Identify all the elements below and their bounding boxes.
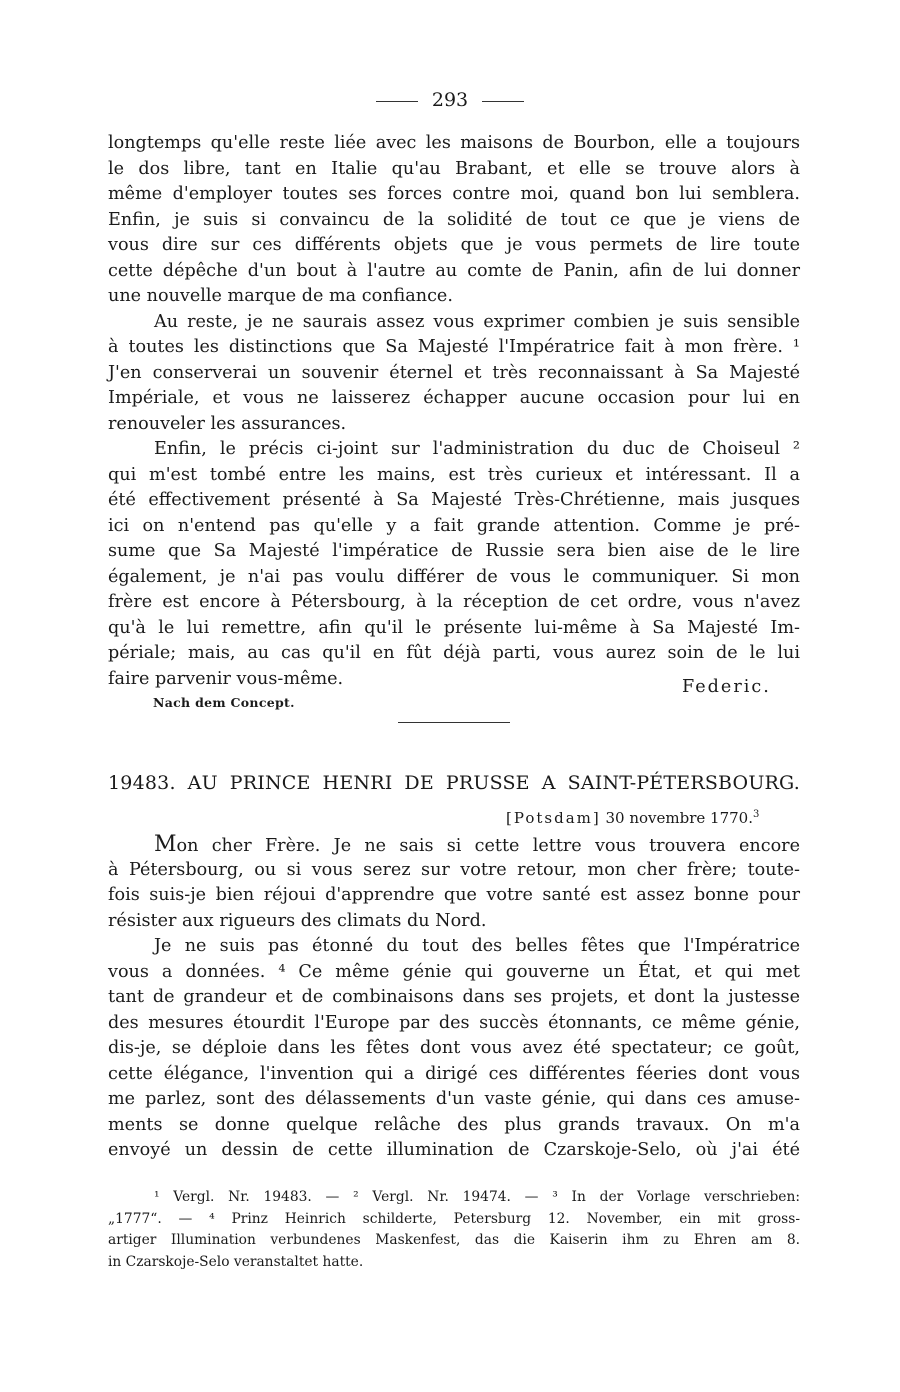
text-line: frère est encore à Pétersbourg, à la réception de cet ordre, vous n'avez (108, 592, 800, 612)
letter-place: [Potsdam] (506, 809, 601, 827)
opening-line-text: on cher Frère. Je ne sais si cette lettre vous trouvera encore (176, 836, 800, 856)
text-line: qu'à le lui remettre, afin qu'il le présente lui-même à Sa Majesté Im- (108, 617, 800, 638)
date-footnote-ref: 3 (752, 809, 760, 820)
page-number-row (0, 88, 900, 112)
letter-dateline (506, 804, 759, 829)
text-line: vous dire sur ces différents objets que je vous permets de lire toute (108, 235, 800, 255)
letter-date: 30 novembre 1770. (605, 809, 753, 827)
text-line: Impériale, et vous ne laisserez échapper aucune occasion pour lui en (108, 388, 800, 408)
footnote-line: artiger Illumination verbundenes Maskenfest, das die Kaiserin ihm zu Ehren am 8. (108, 1232, 800, 1248)
letter-heading: 19483. AU PRINCE HENRI DE PRUSSE A SAINT-PÉTERSBOURG. (108, 772, 800, 794)
text-line: qui m'est tombé entre les mains, est très curieux et intéressant. Il a (108, 464, 800, 485)
text-line: renouveler les assurances. (108, 413, 347, 434)
source-note: Nach dem Concept. (153, 695, 295, 710)
text-line: envoyé un dessin de cette illumination de Czarskoje-Selo, où j'ai été (108, 1140, 800, 1160)
text-line: même d'employer toutes ses forces contre moi, quand bon lui semblera. (108, 184, 800, 204)
text-line: cette élégance, l'invention qui a dirigé ces différentes féeries dont vous (108, 1063, 800, 1084)
section-divider (398, 722, 510, 723)
text-line: longtemps qu'elle reste liée avec les maisons de Bourbon, elle a toujours (108, 133, 800, 153)
text-line: Au reste, je ne saurais assez vous exprimer combien je suis sensible (154, 311, 800, 332)
letter-body (108, 832, 800, 1164)
page-number: 293 (431, 89, 469, 111)
text-line: dis-je, se déploie dans les fêtes dont vous avez été spectateur; ce goût, (108, 1038, 800, 1058)
text-line: ments se donne quelque relâche des plus grands travaux. On m'a (108, 1114, 800, 1135)
text-line: sume que Sa Majesté l'impératice de Russie sera bien aise de le lire (108, 541, 800, 561)
text-line: à Pétersbourg, ou si vous serez sur votre retour, mon cher frère; toute- (108, 859, 800, 880)
text-line: fois suis-je bien réjoui d'apprendre que votre santé est assez bonne pour (108, 885, 800, 905)
page-number-rule-left (376, 101, 418, 102)
text-line: vous a données. ⁴ Ce même génie qui gouverne un État, et qui met (108, 961, 800, 982)
signature: Federic. (682, 677, 771, 697)
footnotes (108, 1187, 800, 1273)
text-line: été effectivement présenté à Sa Majesté Très-Chrétienne, mais jusques (108, 490, 800, 510)
text-line-opening (108, 832, 800, 858)
text-line: à toutes les distinctions que Sa Majesté l'Impératrice fait à mon frère. ¹ (108, 337, 800, 357)
page-number-rule-right (482, 101, 524, 102)
footnote-line: in Czarskoje-Selo veranstaltet hatte. (108, 1253, 364, 1270)
text-line: une nouvelle marque de ma confiance. (108, 286, 453, 306)
letter-end-text (108, 131, 800, 692)
footnote-line: ¹ Vergl. Nr. 19483. — ² Vergl. Nr. 19474. — ³ In der Vorlage verschrieben: (154, 1189, 800, 1205)
text-line: ici on n'entend pas qu'elle y a fait grande attention. Comme je pré- (108, 515, 800, 536)
text-line: Enfin, le précis ci-joint sur l'administration du duc de Choiseul ² (154, 439, 800, 459)
text-line: également, je n'ai pas voulu différer de vous le communiquer. Si mon (108, 566, 800, 587)
text-line: cette dépêche d'un bout à l'autre au comte de Panin, afin de lui donner (108, 260, 800, 281)
text-line: Enfin, je suis si convaincu de la solidité de tout ce que je viens de (108, 209, 800, 230)
text-line: périale; mais, au cas qu'il en fût déjà parti, vous aurez soin de le lui (108, 643, 800, 663)
text-line: me parlez, sont des délassements d'un vaste génie, qui dans ces amuse- (108, 1089, 800, 1109)
text-line: J'en conserverai un souvenir éternel et très reconnaissant à Sa Majesté (108, 362, 800, 383)
text-line: faire parvenir vous-même. (108, 668, 344, 689)
text-line: tant de grandeur et de combinaisons dans ses projets, et dont la justesse (108, 987, 800, 1007)
footnote-line: „1777“. — ⁴ Prinz Heinrich schilderte, Petersburg 12. November, ein mit gross- (108, 1210, 800, 1227)
text-line: Je ne suis pas étonné du tout des belles fêtes que l'Impératrice (154, 936, 800, 956)
text-line: des mesures étourdit l'Europe par des succès étonnants, ce même génie, (108, 1012, 800, 1033)
text-line: le dos libre, tant en Italie qu'au Brabant, et elle se trouve alors à (108, 158, 800, 179)
text-line: résister aux rigueurs des climats du Nord. (108, 910, 487, 931)
opening-dropcap: M (154, 832, 177, 857)
